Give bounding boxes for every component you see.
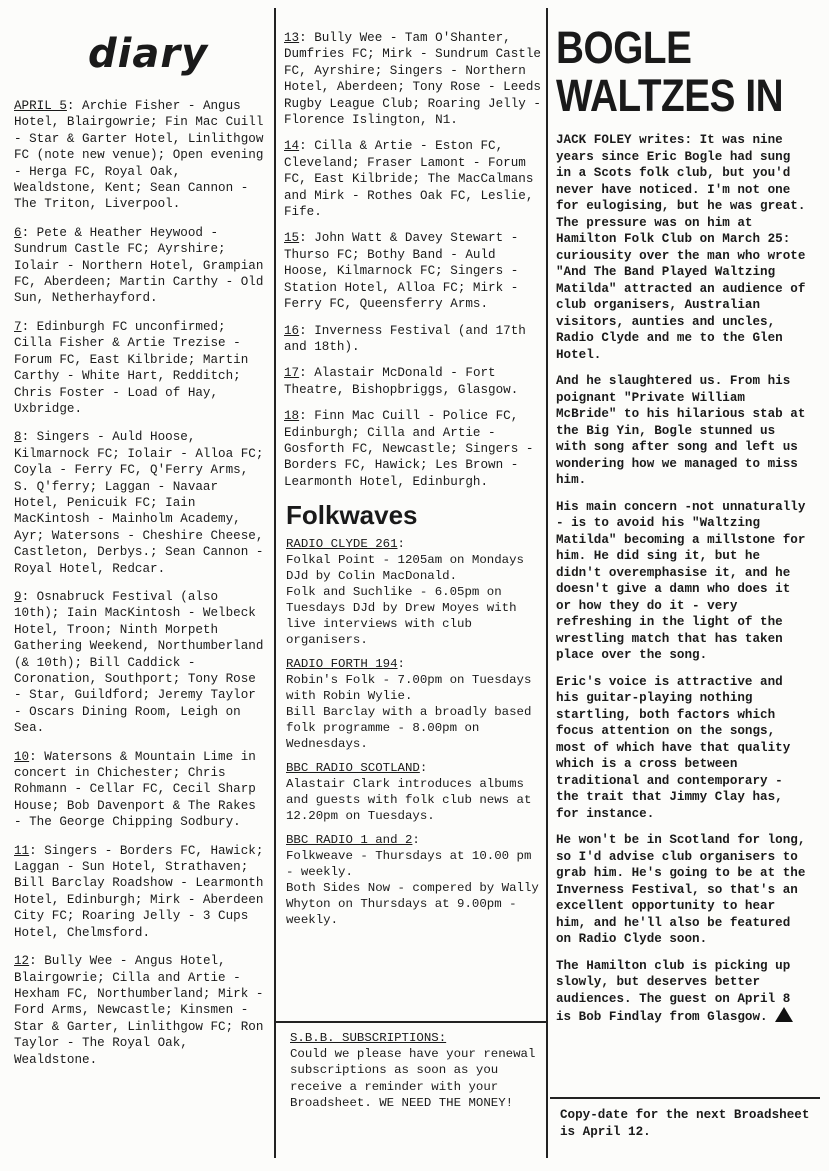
- station-programme: Bill Barclay with a broadly based folk programme - 8.00pm on Wednesdays.: [286, 705, 532, 752]
- paragraph-text: The Hamilton club is picking up slowly, but deserves better audiences. The guest on April 8 is Bob Findlay from Glasgow.: [556, 958, 791, 1024]
- copydate-rule: [550, 1097, 820, 1099]
- diary-text: : Finn Mac Cuill - Police FC, Edinburgh; Cilla and Artie - Gosforth FC, Newcastle; Singers - Borders FC, Hawick; Les Brown - Learmonth Hotel, Edinburgh.: [284, 409, 534, 489]
- station-programme: Folkweave - Thursdays at 10.00 pm - weekly.: [286, 849, 532, 880]
- column-divider-right: [546, 8, 548, 1158]
- diary-text: : Singers - Auld Hoose, Kilmarnock FC; Iolair - Alloa FC; Coyla - Ferry FC, Q'Ferry Arms, S. Q'ferry; Laggan - Navaar Hotel, Penicuik FC; Iain MacKintosh - Mainholm Academy, Ayr; Watersons - Cheshire Cheese, Castleton, Derbys.; Sean Cannon - Royal Hotel, Redcar.: [14, 430, 264, 576]
- diary-text: : Watersons & Mountain Lime in concert in Chichester; Chris Rohmann - Cellar FC, Cecil Sharp House; Bob Davenport & The Rakes - The George Chipping Sodbury.: [14, 749, 256, 830]
- diary-entry: [14, 225, 270, 307]
- headline-line-2: WALTZES IN: [556, 70, 784, 121]
- paragraph-text: He won't be in Scotland for long, so I'd advise club organisers to grab him. He's going to be at the Inverness Festival, so that's an excellent opportunity to hear him, and he'll also be featured on Radio Clyde soon.: [556, 833, 806, 946]
- article-column: [556, 0, 811, 1036]
- headline-line-1: BOGLE: [556, 22, 692, 73]
- diary-date: 9: [14, 589, 22, 604]
- paragraph-text: And he slaughtered us. From his poignant "Private William McBride" to his hilarious stab at the Big Yin, Bogle stunned us with song after song and left us wondering how we managed to miss him.: [556, 374, 806, 487]
- paragraph-text: JACK FOLEY writes: It was nine years since Eric Bogle had sung in a Scots folk club, but you'd never have noticed. I'm not one for eulogising, but he was great. The pressure was on him at Hamilton Folk Club on March 25: curiousity over the man who wrote "And The Band Played Waltzing Matilda" attracted an audience of club organisers, Australian visitors, aunties and uncles, Radio Clyde and me to the Glen Hotel.: [556, 133, 806, 362]
- diary-column-2: [284, 0, 546, 936]
- diary-text: : Osnabruck Festival (also 10th); Iain MacKintosh - Welbeck Hotel, Troon; Ninth Morpeth Gathering Weekend, Northumberland (& 10th); Bill Caddick - Coronation, Southport; Tony Rose - Star, Guildford; Jeremy Taylor - Oscars Dining Room, Leigh on Sea.: [14, 589, 264, 736]
- station-programme: Robin's Folk - 7.00pm on Tuesdays with Robin Wylie.: [286, 673, 532, 704]
- article-paragraph: [556, 132, 811, 363]
- diary-date: 17: [284, 366, 300, 381]
- subscriptions-text: Could we please have your renewal subscriptions as soon as you receive a reminder with your Broadsheet. WE NEED THE MONEY!: [290, 1047, 536, 1110]
- diary-date: 6: [14, 225, 22, 240]
- article-headline: [556, 22, 784, 121]
- article-body: [556, 132, 811, 1026]
- station-name: RADIO CLYDE 261: [286, 537, 398, 552]
- diary-date: 12: [14, 954, 30, 969]
- diary-entry: [284, 323, 546, 356]
- article-paragraph: [556, 674, 811, 823]
- station-name: RADIO FORTH 194: [286, 657, 398, 672]
- diary-date: 13: [284, 31, 300, 45]
- diary-date: 7: [14, 319, 22, 334]
- subscriptions-heading: S.B.B. SUBSCRIPTIONS:: [290, 1031, 447, 1045]
- radio-station: BBC RADIO 1 and 2: Folkweave - Thursdays at 10.00 pm - weekly. Both Sides Now - compered by Wally Whyton on Thursdays at 9.00pm - weekly.: [286, 832, 546, 928]
- diary-entry: [284, 408, 546, 490]
- diary-heading: diary: [88, 31, 209, 77]
- article-paragraph: [556, 832, 811, 948]
- diary-text: : Singers - Borders FC, Hawick; Laggan - Sun Hotel, Strathaven; Bill Barclay Roadshow - Learmonth Hotel, Edinburgh; Mirk - Aberdeen City FC; Roaring Jelly - 3 Cups Hotel, Chelmsford.: [14, 843, 264, 940]
- folkwaves-heading: Folkwaves: [286, 500, 418, 531]
- diary-date: 14: [284, 139, 300, 154]
- diary-date: 15: [284, 231, 300, 246]
- subscriptions-box: [290, 1030, 540, 1111]
- diary-text: : John Watt & Davey Stewart - Thurso FC; Bothy Band - Auld Hoose, Kilmarnock FC; Singers - Station Hotel, Alloa FC; Mirk - Ferry FC, Queensferry Arms.: [284, 231, 519, 312]
- paragraph-text: His main concern -not unnaturally - is to avoid his "Waltzing Matilda" becoming a millstone for him. He did sing it, but he didn't overemphasise it, and he doesn't give a damn who does it or how they do it - very refreshing in the light of the wrestling match that has taken place over the song.: [556, 499, 806, 662]
- diary-text: : Cilla & Artie - Eston FC, Cleveland; Fraser Lamont - Forum FC, East Kilbride; The MacCalmans and Mirk - Rothes Oak FC, Leslie, Fife.: [284, 139, 534, 220]
- diary-entry: [14, 843, 270, 941]
- diary-text: : Bully Wee - Angus Hotel, Blairgowrie; Cilla and Artie - Hexham FC, Northumberland; Mirk - Ford Arms, Newcastle; Kinsmen - Star & Garter, Linlithgow FC; Ron Taylor - The Royal Oak, Wealdstone.: [14, 954, 264, 1067]
- diary-entry: [284, 30, 546, 128]
- radio-station: RADIO FORTH 194: Robin's Folk - 7.00pm on Tuesdays with Robin Wylie. Bill Barclay with a broadly based folk programme - 8.00pm on Wednesdays.: [286, 656, 546, 752]
- end-mark-triangle-icon: [775, 1007, 793, 1022]
- diary-text: : Bully Wee - Tam O'Shanter, Dumfries FC; Mirk - Sundrum Castle FC, Ayrshire; Singers - Northern Hotel, Aberdeen; Tony Rose - Leeds Rugby League Club; Roaring Jelly - Florence Islington, N1.: [284, 31, 541, 128]
- station-name: BBC RADIO SCOTLAND: [286, 761, 420, 776]
- station-programme: Folk and Suchlike - 6.05pm on Tuesdays DJd by Drew Moyes with live interviews with club organisers.: [286, 585, 517, 648]
- column-divider-left: [274, 8, 276, 1158]
- diary-entry: [14, 98, 270, 213]
- station-name: BBC RADIO 1 and 2: [286, 833, 413, 848]
- diary-entry: [14, 589, 270, 737]
- copydate-note: Copy-date for the next Broadsheet is April 12.: [560, 1108, 810, 1139]
- paragraph-text: Eric's voice is attractive and his guitar-playing nothing startling, both factors which focus attention on the songs, most of which have that quality which is a cross between traditional and contemporary - the trait that Jimmy Clay has, for instance.: [556, 674, 791, 821]
- article-paragraph: [556, 499, 811, 664]
- diary-entry: [284, 230, 546, 312]
- diary-text: : Inverness Festival (and 17th and 18th).: [284, 323, 526, 354]
- diary-text: : Archie Fisher - Angus Hotel, Blairgowrie; Fin Mac Cuill - Star & Garter Hotel, Linlithgow FC (note new venue); Open evening - Herga FC, Royal Oak, Wealdstone, Kent; Sean Cannon - The Triton, Liverpool.: [14, 99, 264, 212]
- station-programme: Both Sides Now - compered by Wally Whyton on Thursdays at 9.00pm - weekly.: [286, 881, 539, 928]
- diary-list-2: [284, 30, 546, 490]
- diary-list-1: [14, 98, 270, 1068]
- diary-date: 8: [14, 430, 22, 445]
- diary-text: : Alastair McDonald - Fort Theatre, Bishopbriggs, Glasgow.: [284, 366, 519, 397]
- diary-entry: [14, 429, 270, 577]
- radio-station: RADIO CLYDE 261: Folkal Point - 1205am on Mondays DJd by Colin MacDonald. Folk and Suchlike - 6.05pm on Tuesdays DJd by Drew Moyes with live interviews with club organisers.: [286, 536, 546, 648]
- diary-entry: [14, 749, 270, 831]
- station-programme: Alastair Clark introduces albums and guests with folk club news at 12.20pm on Tuesdays.: [286, 777, 532, 824]
- diary-date: 18: [284, 409, 300, 424]
- diary-entry: [14, 319, 270, 417]
- subscriptions-rule: [276, 1021, 546, 1023]
- radio-station: BBC RADIO SCOTLAND: Alastair Clark introduces albums and guests with folk club news at 12.20pm on Tuesdays.: [286, 760, 546, 824]
- article-paragraph: [556, 373, 811, 489]
- diary-date: 10: [14, 749, 30, 764]
- diary-date: 11: [14, 843, 30, 858]
- diary-text: : Edinburgh FC unconfirmed; Cilla Fisher & Artie Trezise - Forum FC, East Kilbride; Martin Carthy - White Hart, Redditch; Chris Foster - Load of Hay, Uxbridge.: [14, 319, 249, 416]
- diary-date: 16: [284, 323, 300, 338]
- diary-date: APRIL 5: [14, 99, 67, 113]
- diary-text: : Pete & Heather Heywood - Sundrum Castle FC; Ayrshire; Iolair - Northern Hotel, Grampian FC, Aberdeen; Martin Carthy - Old Sun, Netherhayford.: [14, 225, 264, 306]
- diary-column-1: [14, 0, 270, 1080]
- station-programme: Folkal Point - 1205am on Mondays DJd by Colin MacDonald.: [286, 553, 524, 584]
- diary-entry: [14, 953, 270, 1068]
- diary-entry: [284, 138, 546, 220]
- article-paragraph: [556, 958, 811, 1026]
- diary-entry: [284, 365, 546, 398]
- folkwaves-list: [284, 536, 546, 928]
